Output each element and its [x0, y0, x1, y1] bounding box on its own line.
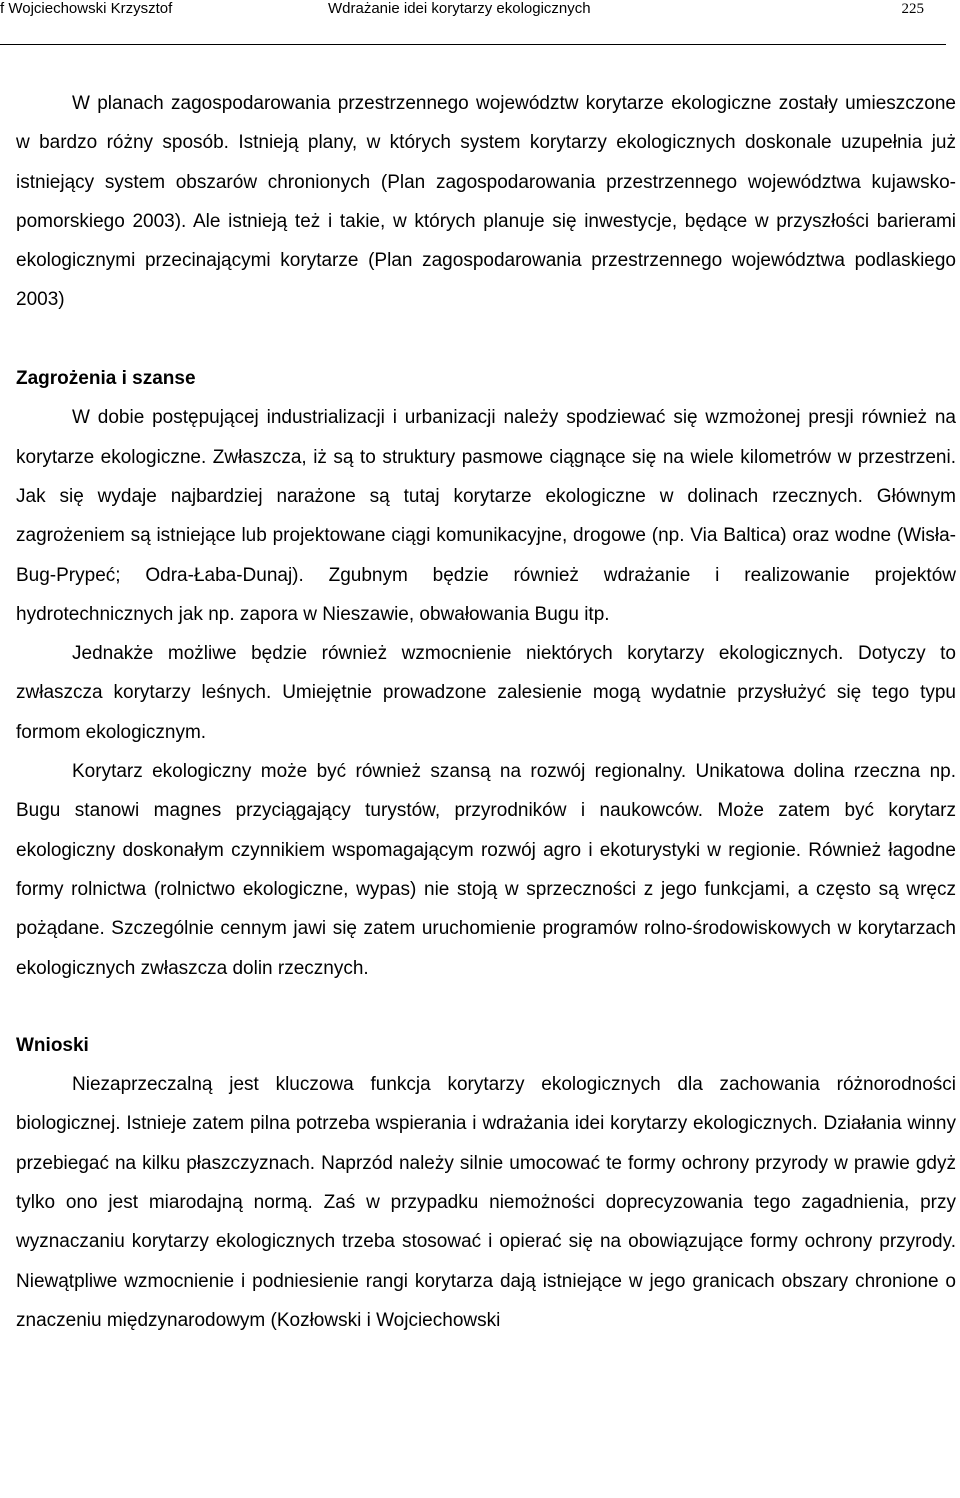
heading-threats: Zagrożenia i szanse — [16, 368, 196, 390]
paragraph-regional-development: Korytarz ekologiczny może być również szansą na rozwój regionalny. Unikatowa dolina rzeczna np. Bugu stanowi magnes przyciągający turystów, przyrodników i naukowców. Może zatem być korytarz ekologiczny doskonałym czynnikiem wspomagającym rozwój agro i ekoturystyki w regionie. Również łagodne formy rolnictwa (rolnictwo ekologiczne, wypas) nie stoją w sprzeczności z jego funkcjami, a często są wręcz pożądane. Szczególnie cennym jawi się zatem uruchomienie programów rolno-środowiskowych w korytarzach ekologicznych zwłaszcza dolin rzecznych. — [16, 761, 956, 979]
header-author: f Wojciechowski Krzysztof — [0, 0, 173, 17]
paragraph-conclusions: Niezaprzeczalną jest kluczowa funkcja korytarzy ekologicznych dla zachowania różnorodności biologicznej. Istnieje zatem pilna potrzeba wspierania i wdrażania idei korytarzy ekologicznych. Działania winny przebiegać na kilku płaszczyznach. Naprzód należy silnie umocować te formy ochrony przyrody w prawie gdyż tylko ono jest miarodajną normą. Zaś w przypadku niemożności doprecyzowania tego zagadnienia, przy wyznaczaniu korytarzy ekologicznych trzeba stosować i opierać się na obowiązujące formy ochrony przyrody. Niewątpliwe wzmocnienie i podniesienie rangi korytarza dają istniejące w jego granicach obszary chronione o znaczeniu międzynarodowym (Kozłowski i Wojciechowski — [16, 1074, 956, 1331]
heading-conclusions: Wnioski — [16, 1034, 89, 1056]
header-title: Wdrażanie idei korytarzy ekologicznych — [328, 0, 591, 17]
page-header — [0, 0, 946, 45]
spacer — [16, 320, 956, 359]
paragraph-strengthening: Jednakże możliwe będzie również wzmocnienie niektórych korytarzy ekologicznych. Dotyczy to zwłaszcza korytarzy leśnych. Umiejętnie prowadzone zalesienie mogą wydatnie przysłużyć się tego typu formom ekologicznym. — [16, 643, 956, 743]
document-body — [16, 84, 956, 1340]
paragraph-threats: W dobie postępującej industrializacji i urbanizacji należy spodziewać się wzmożonej presji również na korytarze ekologiczne. Zwłaszcza, iż są to struktury pasmowe ciągnące się na wiele kilometrów w przestrzeni. Jak się wydaje najbardziej narażone są tutaj korytarze ekologiczne w dolinach rzecznych. Głównym zagrożeniem są istniejące lub projektowane ciągi komunikacyjne, drogowe (np. Via Baltica) oraz wodne (Wisła-Bug-Prypeć; Odra-Łaba-Dunaj). Zgubnym będzie również wdrażanie i realizowanie projektów hydrotechnicznych jak np. zapora w Nieszawie, obwałowania Bugu itp. — [16, 407, 956, 625]
page-number: 225 — [901, 1, 924, 17]
paragraph-plans: W planach zagospodarowania przestrzennego województw korytarze ekologiczne zostały umieszczone w bardzo różny sposób. Istnieją plany, w których system korytarzy ekologicznych doskonale uzupełnia już istniejący system obszarów chronionych (Plan zagospodarowania przestrzennego województwa kujawsko-pomorskiego 2003). Ale istnieją też i takie, w których planuje się inwestycje, będące w przyszłości barierami ekologicznymi przecinającymi korytarze (Plan zagospodarowania przestrzennego województwa podlaskiego 2003) — [16, 93, 956, 311]
spacer — [16, 988, 956, 1026]
